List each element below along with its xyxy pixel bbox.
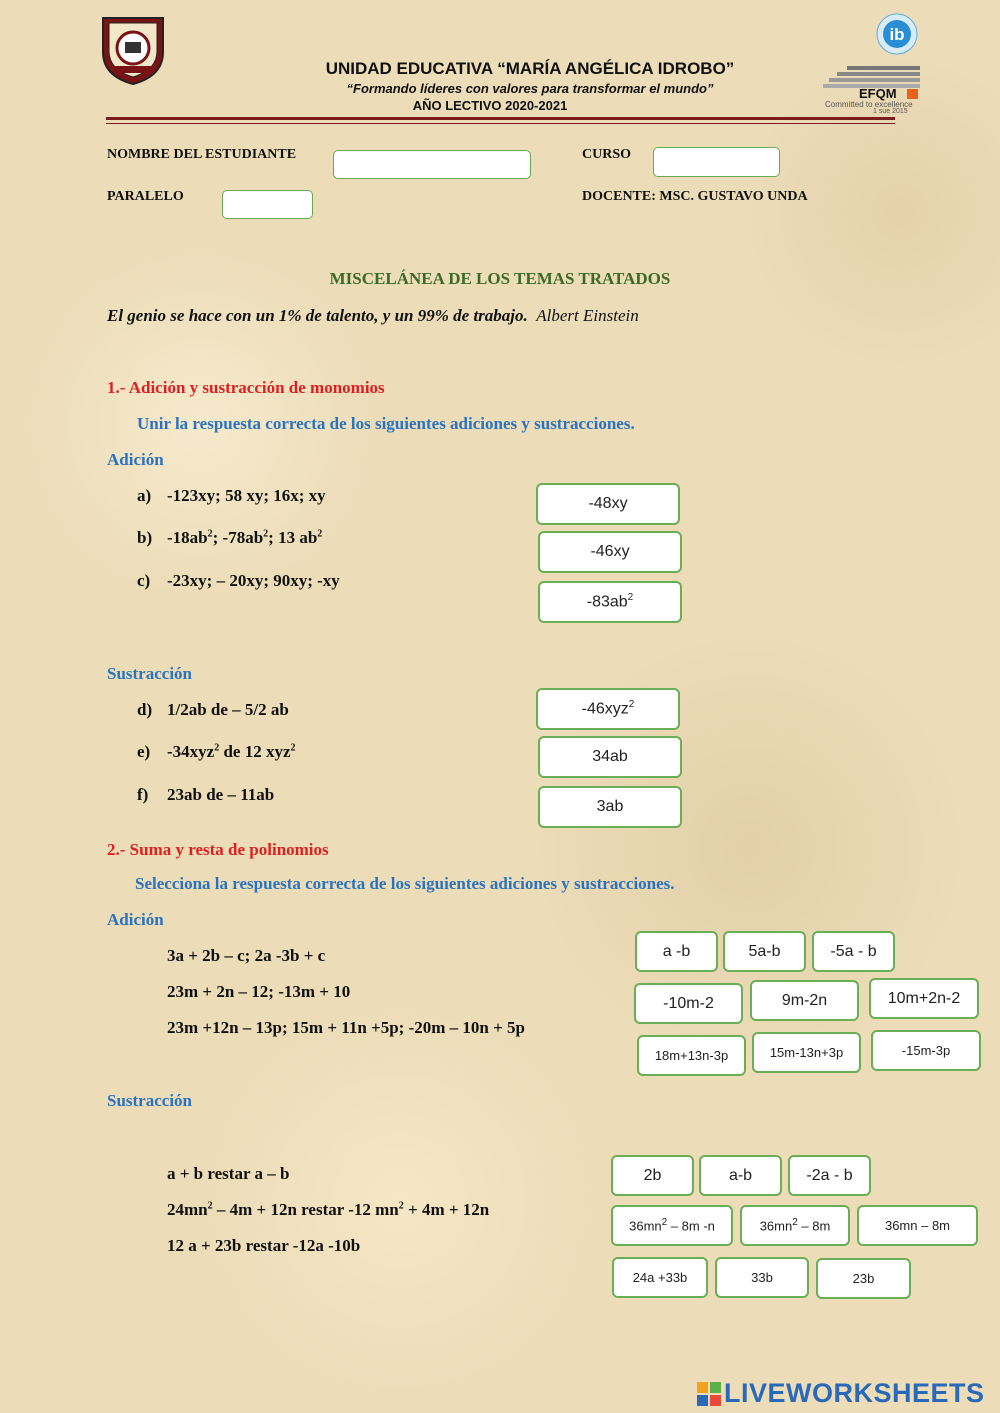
list-item: 23m + 2n – 12; -13m + 10 [167,982,351,1001]
option-box[interactable]: $36mn^2 - 8m$ -n [611,1205,733,1246]
efqm-label: EFQM [859,86,897,101]
list-item: 3a + 2b – c; 2a -3b + c [167,946,326,965]
option-box[interactable]: 2b [611,1155,694,1196]
option-box[interactable]: 18m+13n-3p [637,1035,746,1076]
option-box[interactable]: 36mn – 8m [857,1205,978,1246]
option-box[interactable]: 5a-b [723,931,806,972]
answer-box[interactable]: 3ab [538,786,682,828]
course-label: CURSO [582,147,632,162]
option-box[interactable]: 10m+2n-2 [869,978,979,1019]
option-box[interactable]: 33b [715,1257,809,1298]
school-motto: “Formando líderes con valores para transformar el mundo” [346,81,714,96]
course-field[interactable] [653,147,780,177]
school-year: AÑO LECTIVO 2020-2021 [412,98,568,113]
ib-logo [876,13,918,55]
efqm-subtitle: Committed to excellence [825,100,913,109]
section1-subtraction-label: Sustracción [107,664,192,683]
section2-instruction: Selecciona la respuesta correcta de los siguientes adiciones y sustracciones. [135,874,675,893]
list-item: d) 1/2ab de – 5/2 ab [137,700,289,719]
option-box[interactable]: a-b [699,1155,782,1196]
quote [107,306,639,326]
efqm-date: 1 sue 2015 [873,108,908,115]
liveworksheets-brand: LIVEWORKSHEETS [724,1378,985,1408]
student-name-label: NOMBRE DEL ESTUDIANTE [107,147,297,162]
parallel-field[interactable] [222,190,313,219]
page-title: MISCELÁNEA DE LOS TEMAS TRATADOS [329,269,671,288]
option-box[interactable]: 24a +33b [612,1257,708,1298]
school-crest-logo [99,12,167,86]
student-name-field[interactable] [333,150,531,179]
section1-heading: 1.- Adición y sustracción de monomios [107,378,385,397]
option-box[interactable]: -15m-3p [871,1030,981,1071]
option-box[interactable]: a -b [635,931,718,972]
quote-author: Albert Einstein [536,306,639,325]
section2-heading: 2.- Suma y resta de polinomios [107,840,329,859]
list-item: a) -123xy; 58 xy; 16x; xy [137,486,326,505]
section2-addition-label: Adición [107,910,164,929]
parallel-label: PARALELO [107,189,184,204]
header-divider-thin [106,123,895,124]
section1-addition-label: Adición [107,450,164,469]
svg-text:ib: ib [889,25,905,44]
efqm-orange-square [907,89,918,99]
school-title: UNIDAD EDUCATIVA “MARÍA ANGÉLICA IDROBO” [325,59,735,78]
header-divider [106,117,895,120]
option-box[interactable]: -10m-2 [634,983,743,1024]
teacher-label: DOCENTE: MSC. GUSTAVO UNDA [582,189,808,204]
list-item: a + b restar a – b [167,1164,290,1183]
quote-text: El genio se hace con un 1% de talento, y un 99% de trabajo. [107,306,528,325]
list-item: f) 23ab de – 11ab [137,785,275,804]
efqm-logo [823,66,923,116]
option-box[interactable]: 9m-2n [750,980,859,1021]
answer-box[interactable]: $-83ab^2$ [538,581,682,623]
answer-box[interactable]: 34ab [538,736,682,778]
option-box[interactable]: 15m-13n+3p [752,1032,861,1073]
option-box[interactable]: $36mn^2 - 8m$ [740,1205,850,1246]
option-box[interactable]: 23b [816,1258,911,1299]
list-item: 23m +12n – 13p; 15m + 11n +5p; -20m – 10n + 5p [167,1018,526,1037]
section1-instruction: Unir la respuesta correcta de los siguientes adiciones y sustracciones. [137,414,635,433]
list-item: e) -34xyz$^2$ de 12 xyz$^2$ [137,742,296,761]
answer-box[interactable]: -48xy [536,483,680,525]
list-item: $24mn^2 - 4m + 12n$ restar -12 $mn^2 + 4m + 12n$ [167,1200,490,1219]
liveworksheets-icon [697,1382,721,1406]
list-item: 12 a + 23b restar -12a -10b [167,1236,361,1255]
list-item: c) -23xy; – 20xy; 90xy; -xy [137,571,340,590]
answer-box[interactable]: -46xy [538,531,682,573]
option-box[interactable]: -2a - b [788,1155,871,1196]
option-box[interactable]: -5a - b [812,931,895,972]
section2-subtraction-label: Sustracción [107,1091,192,1110]
list-item: b) $-18ab^2$; $-78ab^2$; 13 $ab^2$ [137,528,323,547]
answer-box[interactable]: -46xyz$^2$ [536,688,680,730]
